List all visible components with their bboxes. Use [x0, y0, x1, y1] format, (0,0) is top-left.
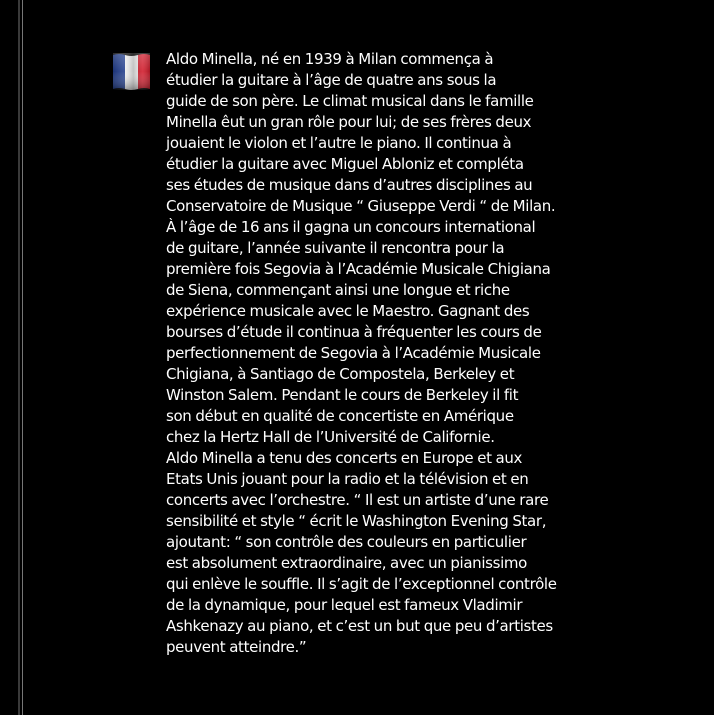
biography-line: première fois Segovia à l’Académie Musicale Chigiana [166, 260, 551, 278]
biography-line: étudier la guitare avec Miguel Abloniz et compléta [166, 155, 524, 173]
biography-line: ses études de musique dans d’autres disciplines au [166, 176, 533, 194]
biography-line: sensibilité et style “ écrit le Washington Evening Star, [166, 512, 547, 530]
left-border-line [18, 0, 20, 715]
biography-line: À l’âge de 16 ans il gagna un concours international [166, 218, 536, 236]
biography-line: expérience musicale avec le Maestro. Gagnant des [166, 302, 530, 320]
biography-line: de Siena, commençant ainsi une longue et riche [166, 281, 510, 299]
biography-line: étudier la guitare à l’âge de quatre ans sous la [166, 71, 497, 89]
biography-line: ajoutant: “ son contrôle des couleurs en particulier [166, 533, 527, 551]
biography-line: Aldo Minella a tenu des concerts en Europe et aux [166, 449, 523, 467]
biography-line: Etats Unis jouant pour la radio et la télévision et en [166, 470, 529, 488]
biography-line: Winston Salem. Pendant le cours de Berkeley il fit [166, 386, 519, 404]
biography-line: Ashkenazy au piano, et c’est un but que peu d’artistes [166, 617, 553, 635]
biography-line: qui enlève le souffle. Il s’agit de l’exceptionnel contrôle [166, 575, 557, 593]
biography-line: Conservatoire de Musique “ Giuseppe Verdi “ de Milan. [166, 197, 556, 215]
biography-line: Chigiana, à Santiago de Compostela, Berkeley et [166, 365, 515, 383]
french-flag-icon[interactable] [113, 53, 150, 90]
biography-line: bourses d’étude il continua à fréquenter les cours de [166, 323, 542, 341]
biography-line: de guitare, l’année suivante il rencontra pour la [166, 239, 505, 257]
biography-line: jouaient le violon et l’autre le piano. Il continua à [166, 134, 512, 152]
biography-text [166, 49, 706, 658]
biography-line: peuvent atteindre.” [166, 638, 307, 656]
biography-line: est absolument extraordinaire, avec un pianissimo [166, 554, 527, 572]
biography-line: son début en qualité de concertiste en Amérique [166, 407, 514, 425]
biography-line: Minella êut un gran rôle pour lui; de ses frères deux [166, 113, 532, 131]
biography-line: chez la Hertz Hall de l’Université de Californie. [166, 428, 495, 446]
biography-line: concerts avec l’orchestre. “ Il est un artiste d’une rare [166, 491, 549, 509]
biography-line: perfectionnement de Segovia à l’Académie Musicale [166, 344, 541, 362]
biography-line: Aldo Minella, né en 1939 à Milan commença à [166, 50, 494, 68]
biography-line: guide de son père. Le climat musical dans le famille [166, 92, 534, 110]
left-border-highlight [22, 0, 23, 715]
biography-line: de la dynamique, pour lequel est fameux Vladimir [166, 596, 523, 614]
